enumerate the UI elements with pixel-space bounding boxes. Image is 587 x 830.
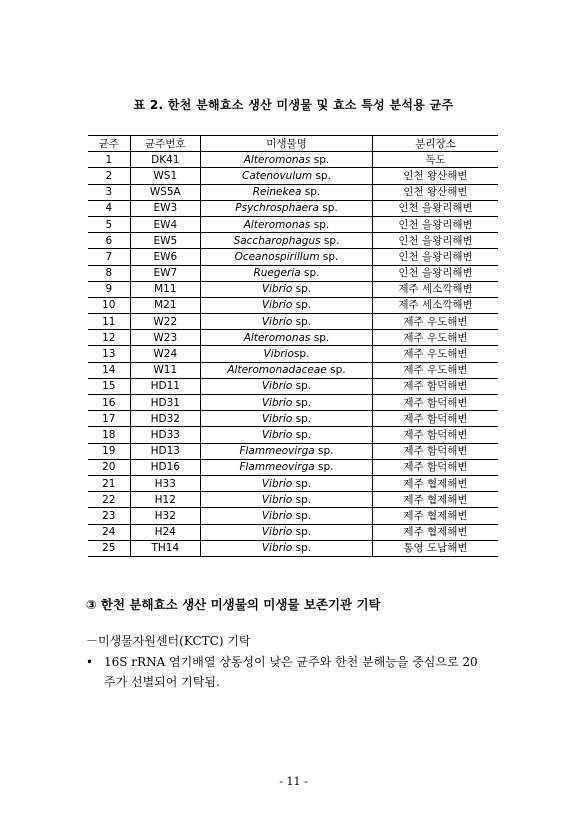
cell-strain-number: 20 <box>88 459 130 475</box>
cell-strain-number: 23 <box>88 508 130 524</box>
cell-strain-id: HD33 <box>130 427 200 443</box>
cell-organism-name <box>201 330 373 346</box>
table-row <box>88 524 498 540</box>
cell-isolation-site: 제주 우도해변 <box>372 346 498 362</box>
cell-strain-number: 14 <box>88 362 130 378</box>
table-row <box>88 346 498 362</box>
organism-suffix: sp. <box>292 412 312 425</box>
cell-strain-id: WS1 <box>130 168 200 184</box>
cell-strain-number: 9 <box>88 281 130 297</box>
organism-suffix: sp. <box>310 153 330 166</box>
organism-suffix: sp. <box>292 380 312 393</box>
table-row <box>88 540 498 556</box>
organism-genus: Vibrio <box>261 493 293 506</box>
organism-genus: Vibrio <box>261 396 293 409</box>
cell-strain-id: DK41 <box>130 152 200 168</box>
table-header-row <box>88 136 498 152</box>
cell-isolation-site: 인천 을왕리해변 <box>372 216 498 232</box>
organism-genus: Psychrosphaera <box>235 202 319 215</box>
table-row <box>88 265 498 281</box>
cell-organism-name <box>201 346 373 362</box>
cell-strain-id: EW7 <box>130 265 200 281</box>
cell-isolation-site: 제주 함덕해변 <box>372 459 498 475</box>
cell-strain-number: 16 <box>88 395 130 411</box>
cell-strain-number: 10 <box>88 297 130 313</box>
table-row <box>88 200 498 216</box>
organism-suffix: sp. <box>326 364 346 377</box>
table-row <box>88 184 498 200</box>
cell-strain-id: W11 <box>130 362 200 378</box>
cell-strain-id: EW4 <box>130 216 200 232</box>
cell-organism-name <box>201 184 373 200</box>
table-row <box>88 508 498 524</box>
organism-genus: Alteromonas <box>243 153 311 166</box>
cell-strain-id: H32 <box>130 508 200 524</box>
cell-strain-number: 8 <box>88 265 130 281</box>
organism-suffix: sp. <box>320 234 340 247</box>
organism-genus: Alteromonas <box>243 218 311 231</box>
organism-suffix: sp. <box>293 348 310 361</box>
cell-isolation-site: 제주 협제해변 <box>372 475 498 491</box>
bullet-line-1: 16S rRNA 염기배열 상동성이 낮은 균주와 한천 분해능을 중심으로 20 <box>104 655 478 669</box>
cell-strain-id: EW5 <box>130 233 200 249</box>
cell-organism-name <box>201 200 373 216</box>
cell-strain-id: M11 <box>130 281 200 297</box>
cell-strain-number: 25 <box>88 540 130 556</box>
organism-genus: Vibrio <box>261 299 293 312</box>
organism-suffix: sp. <box>292 428 312 441</box>
cell-isolation-site: 인천 을왕리해변 <box>372 249 498 265</box>
organism-genus: Catenovulum <box>242 169 313 182</box>
cell-strain-id: EW3 <box>130 200 200 216</box>
cell-organism-name <box>201 492 373 508</box>
table-row <box>88 297 498 313</box>
cell-strain-id: W23 <box>130 330 200 346</box>
bullet-line-2: 주가 선별되어 기탁됨. <box>104 675 220 689</box>
cell-organism-name <box>201 152 373 168</box>
table-row <box>88 427 498 443</box>
organism-suffix: sp. <box>292 283 312 296</box>
organism-suffix: sp. <box>292 493 312 506</box>
organism-genus: Reinekea <box>252 186 302 199</box>
cell-isolation-site: 제주 협제해변 <box>372 524 498 540</box>
organism-genus: Vibrio <box>261 380 293 393</box>
organism-genus: Vibrio <box>261 509 293 522</box>
organism-suffix: sp. <box>292 526 312 539</box>
cell-strain-number: 13 <box>88 346 130 362</box>
cell-organism-name <box>201 297 373 313</box>
organism-genus: Ruegeria <box>253 267 301 280</box>
organism-genus: Vibrio <box>261 428 293 441</box>
organism-genus: Saccharophagus <box>233 234 321 247</box>
header-organism-name: 미생물명 <box>201 136 373 152</box>
cell-organism-name <box>201 540 373 556</box>
organism-suffix: sp. <box>312 169 331 182</box>
table-row <box>88 459 498 475</box>
cell-strain-number: 22 <box>88 492 130 508</box>
table-row <box>88 411 498 427</box>
cell-isolation-site: 인천 왕산해변 <box>372 168 498 184</box>
cell-strain-number: 18 <box>88 427 130 443</box>
cell-organism-name <box>201 378 373 394</box>
table-row <box>88 362 498 378</box>
cell-strain-id: H33 <box>130 475 200 491</box>
cell-isolation-site: 제주 협제해변 <box>372 508 498 524</box>
cell-organism-name <box>201 411 373 427</box>
cell-organism-name <box>201 216 373 232</box>
dash-item: －미생물자원센터(KCTC) 기탁 <box>86 634 251 648</box>
cell-organism-name <box>201 281 373 297</box>
cell-isolation-site: 제주 세소깍해변 <box>372 297 498 313</box>
organism-genus: Vibrio <box>261 526 293 539</box>
cell-isolation-site: 인천 을왕리해변 <box>372 200 498 216</box>
cell-organism-name <box>201 265 373 281</box>
header-isolation-site: 분리장소 <box>372 136 498 152</box>
cell-organism-name <box>201 233 373 249</box>
organism-suffix: sp. <box>301 186 321 199</box>
organism-genus: Oceanospirillum <box>234 250 320 263</box>
organism-suffix: sp. <box>292 509 312 522</box>
cell-strain-number: 4 <box>88 200 130 216</box>
cell-organism-name <box>201 459 373 475</box>
cell-isolation-site: 인천 을왕리해변 <box>372 265 498 281</box>
table-row <box>88 395 498 411</box>
cell-strain-number: 11 <box>88 314 130 330</box>
cell-isolation-site: 독도 <box>372 152 498 168</box>
cell-isolation-site: 제주 함덕해변 <box>372 443 498 459</box>
cell-organism-name <box>201 475 373 491</box>
cell-strain-id: EW6 <box>130 249 200 265</box>
table-row <box>88 443 498 459</box>
cell-organism-name <box>201 427 373 443</box>
organism-genus: Flammeovirga <box>239 461 315 474</box>
table-row <box>88 216 498 232</box>
bullet-paragraph <box>86 652 506 692</box>
cell-strain-number: 15 <box>88 378 130 394</box>
cell-organism-name <box>201 168 373 184</box>
cell-strain-number: 24 <box>88 524 130 540</box>
cell-organism-name <box>201 362 373 378</box>
cell-strain-id: HD16 <box>130 459 200 475</box>
cell-isolation-site: 인천 을왕리해변 <box>372 233 498 249</box>
organism-suffix: sp. <box>292 542 312 555</box>
table-row <box>88 378 498 394</box>
cell-isolation-site: 제주 우도해변 <box>372 314 498 330</box>
table-row <box>88 233 498 249</box>
organism-suffix: sp. <box>310 218 330 231</box>
cell-organism-name <box>201 395 373 411</box>
strain-table <box>88 135 498 557</box>
cell-strain-number: 21 <box>88 475 130 491</box>
organism-suffix: sp. <box>319 250 339 263</box>
organism-genus: Vibrio <box>261 315 293 328</box>
organism-genus: Flammeovirga <box>239 445 315 458</box>
cell-strain-id: HD13 <box>130 443 200 459</box>
cell-strain-number: 12 <box>88 330 130 346</box>
cell-organism-name <box>201 314 373 330</box>
organism-suffix: sp. <box>314 461 334 474</box>
cell-strain-number: 3 <box>88 184 130 200</box>
table-body <box>88 152 498 557</box>
cell-isolation-site: 제주 세소깍해변 <box>372 281 498 297</box>
cell-isolation-site: 제주 우도해변 <box>372 330 498 346</box>
table-row <box>88 249 498 265</box>
cell-isolation-site: 제주 함덕해변 <box>372 411 498 427</box>
organism-suffix: sp. <box>300 267 320 280</box>
cell-strain-number: 6 <box>88 233 130 249</box>
cell-strain-id: M21 <box>130 297 200 313</box>
table-caption: 표 2. 한천 분해효소 생산 미생물 및 효소 특성 분석용 균주 <box>133 98 454 112</box>
cell-isolation-site: 제주 함덕해변 <box>372 378 498 394</box>
table-row <box>88 475 498 491</box>
cell-strain-id: HD11 <box>130 378 200 394</box>
table-row <box>88 314 498 330</box>
organism-genus: Vibrio <box>261 477 293 490</box>
organism-genus: Vibrio <box>261 542 293 555</box>
cell-organism-name <box>201 443 373 459</box>
organism-genus: Vibrio <box>261 412 293 425</box>
cell-organism-name <box>201 524 373 540</box>
organism-suffix: sp. <box>292 299 312 312</box>
organism-suffix: sp. <box>292 315 312 328</box>
organism-suffix: sp. <box>292 396 312 409</box>
cell-isolation-site: 제주 협제해변 <box>372 492 498 508</box>
cell-strain-number: 17 <box>88 411 130 427</box>
cell-strain-number: 2 <box>88 168 130 184</box>
organism-genus: Alteromonadaceae <box>227 364 327 377</box>
cell-strain-number: 5 <box>88 216 130 232</box>
header-strain: 균주 <box>88 136 130 152</box>
organism-suffix: sp. <box>292 477 312 490</box>
cell-strain-number: 19 <box>88 443 130 459</box>
cell-strain-id: H24 <box>130 524 200 540</box>
organism-genus: Vibrio <box>263 348 294 361</box>
cell-isolation-site: 제주 우도해변 <box>372 362 498 378</box>
cell-strain-number: 7 <box>88 249 130 265</box>
table-row <box>88 281 498 297</box>
cell-strain-id: WS5A <box>130 184 200 200</box>
cell-isolation-site: 인천 왕산해변 <box>372 184 498 200</box>
cell-strain-id: W22 <box>130 314 200 330</box>
cell-strain-id: H12 <box>130 492 200 508</box>
cell-isolation-site: 통영 도남해변 <box>372 540 498 556</box>
cell-strain-number: 1 <box>88 152 130 168</box>
bullet-symbol: • <box>86 655 94 669</box>
cell-strain-id: HD31 <box>130 395 200 411</box>
page-number: - 11 - <box>279 775 308 788</box>
organism-genus: Alteromonas <box>243 331 311 344</box>
organism-suffix: sp. <box>310 331 330 344</box>
table-row <box>88 492 498 508</box>
cell-strain-id: TH14 <box>130 540 200 556</box>
cell-strain-id: HD32 <box>130 411 200 427</box>
organism-suffix: sp. <box>314 445 334 458</box>
header-strain-id: 균주번호 <box>130 136 200 152</box>
cell-organism-name <box>201 508 373 524</box>
section-title: ③ 한천 분해효소 생산 미생물의 미생물 보존기관 기탁 <box>86 597 381 612</box>
cell-organism-name <box>201 249 373 265</box>
table-row <box>88 330 498 346</box>
cell-strain-id: W24 <box>130 346 200 362</box>
organism-genus: Vibrio <box>261 283 293 296</box>
cell-isolation-site: 제주 함덕해변 <box>372 395 498 411</box>
organism-suffix: sp. <box>318 202 338 215</box>
table-row <box>88 152 498 168</box>
table-row <box>88 168 498 184</box>
cell-isolation-site: 제주 함덕해변 <box>372 427 498 443</box>
